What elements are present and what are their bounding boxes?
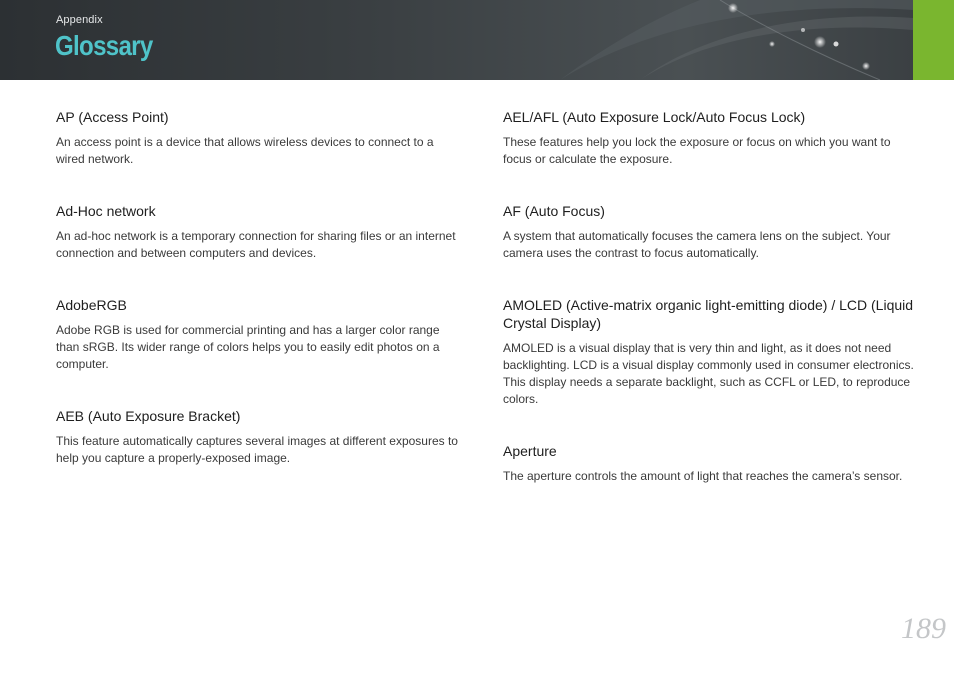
glossary-term: AEL/AFL (Auto Exposure Lock/Auto Focus Lock) — [503, 109, 806, 125]
glossary-entry — [503, 296, 915, 408]
page-header — [0, 0, 913, 80]
glossary-entry — [503, 442, 915, 485]
glossary-term: AEB (Auto Exposure Bracket) — [56, 408, 241, 424]
glossary-definition: The aperture controls the amount of light that reaches the camera’s sensor. — [503, 469, 903, 483]
glossary-column-left — [56, 108, 458, 467]
entry-spacer — [56, 262, 458, 296]
glossary-entry — [503, 108, 915, 168]
glossary-definition: This feature automatically captures several images at different exposures to help you capture a properly-exposed image. — [56, 434, 458, 465]
glossary-term: AMOLED (Active-matrix organic light-emitting diode) / LCD (Liquid Crystal Display) — [503, 297, 914, 331]
glossary-definition: An access point is a device that allows wireless devices to connect to a wired network. — [56, 135, 434, 166]
glossary-column-right — [503, 108, 915, 485]
glossary-entry — [56, 296, 458, 373]
glossary-definition: A system that automatically focuses the camera lens on the subject. Your camera uses the contrast to focus automatically. — [503, 229, 891, 260]
glossary-term: AP (Access Point) — [56, 109, 169, 125]
entry-spacer — [503, 262, 915, 296]
entry-spacer — [503, 168, 915, 202]
glossary-term: Aperture — [503, 443, 557, 459]
entry-spacer — [56, 373, 458, 407]
glossary-definition: AMOLED is a visual display that is very thin and light, as it does not need backlighting. LCD is a visual display commonly used in consumer electronics. This display needs a separate backlight, such as CCFL or LED, to reproduce colors. — [503, 341, 914, 406]
glossary-definition: An ad-hoc network is a temporary connection for sharing files or an internet connection and between computers and devices. — [56, 229, 456, 260]
page-number: 189 — [901, 612, 946, 645]
glossary-entry — [503, 202, 915, 262]
entry-spacer — [503, 408, 915, 442]
glossary-entry — [56, 108, 458, 168]
glossary-definition: Adobe RGB is used for commercial printing and has a larger color range than sRGB. Its wider range of colors helps you to easily edit photos on a computer. — [56, 323, 440, 371]
page-title: Glossary — [55, 30, 153, 61]
glossary-entry — [56, 202, 458, 262]
glossary-term: Ad-Hoc network — [56, 203, 156, 219]
glossary-entry — [56, 407, 458, 467]
glossary-term: AF (Auto Focus) — [503, 203, 605, 219]
entry-spacer — [56, 168, 458, 202]
section-label: Appendix — [56, 14, 103, 26]
glossary-term: AdobeRGB — [56, 297, 127, 313]
glossary-definition: These features help you lock the exposure or focus on which you want to focus or calculate the exposure. — [503, 135, 891, 166]
chapter-tab — [913, 0, 954, 80]
